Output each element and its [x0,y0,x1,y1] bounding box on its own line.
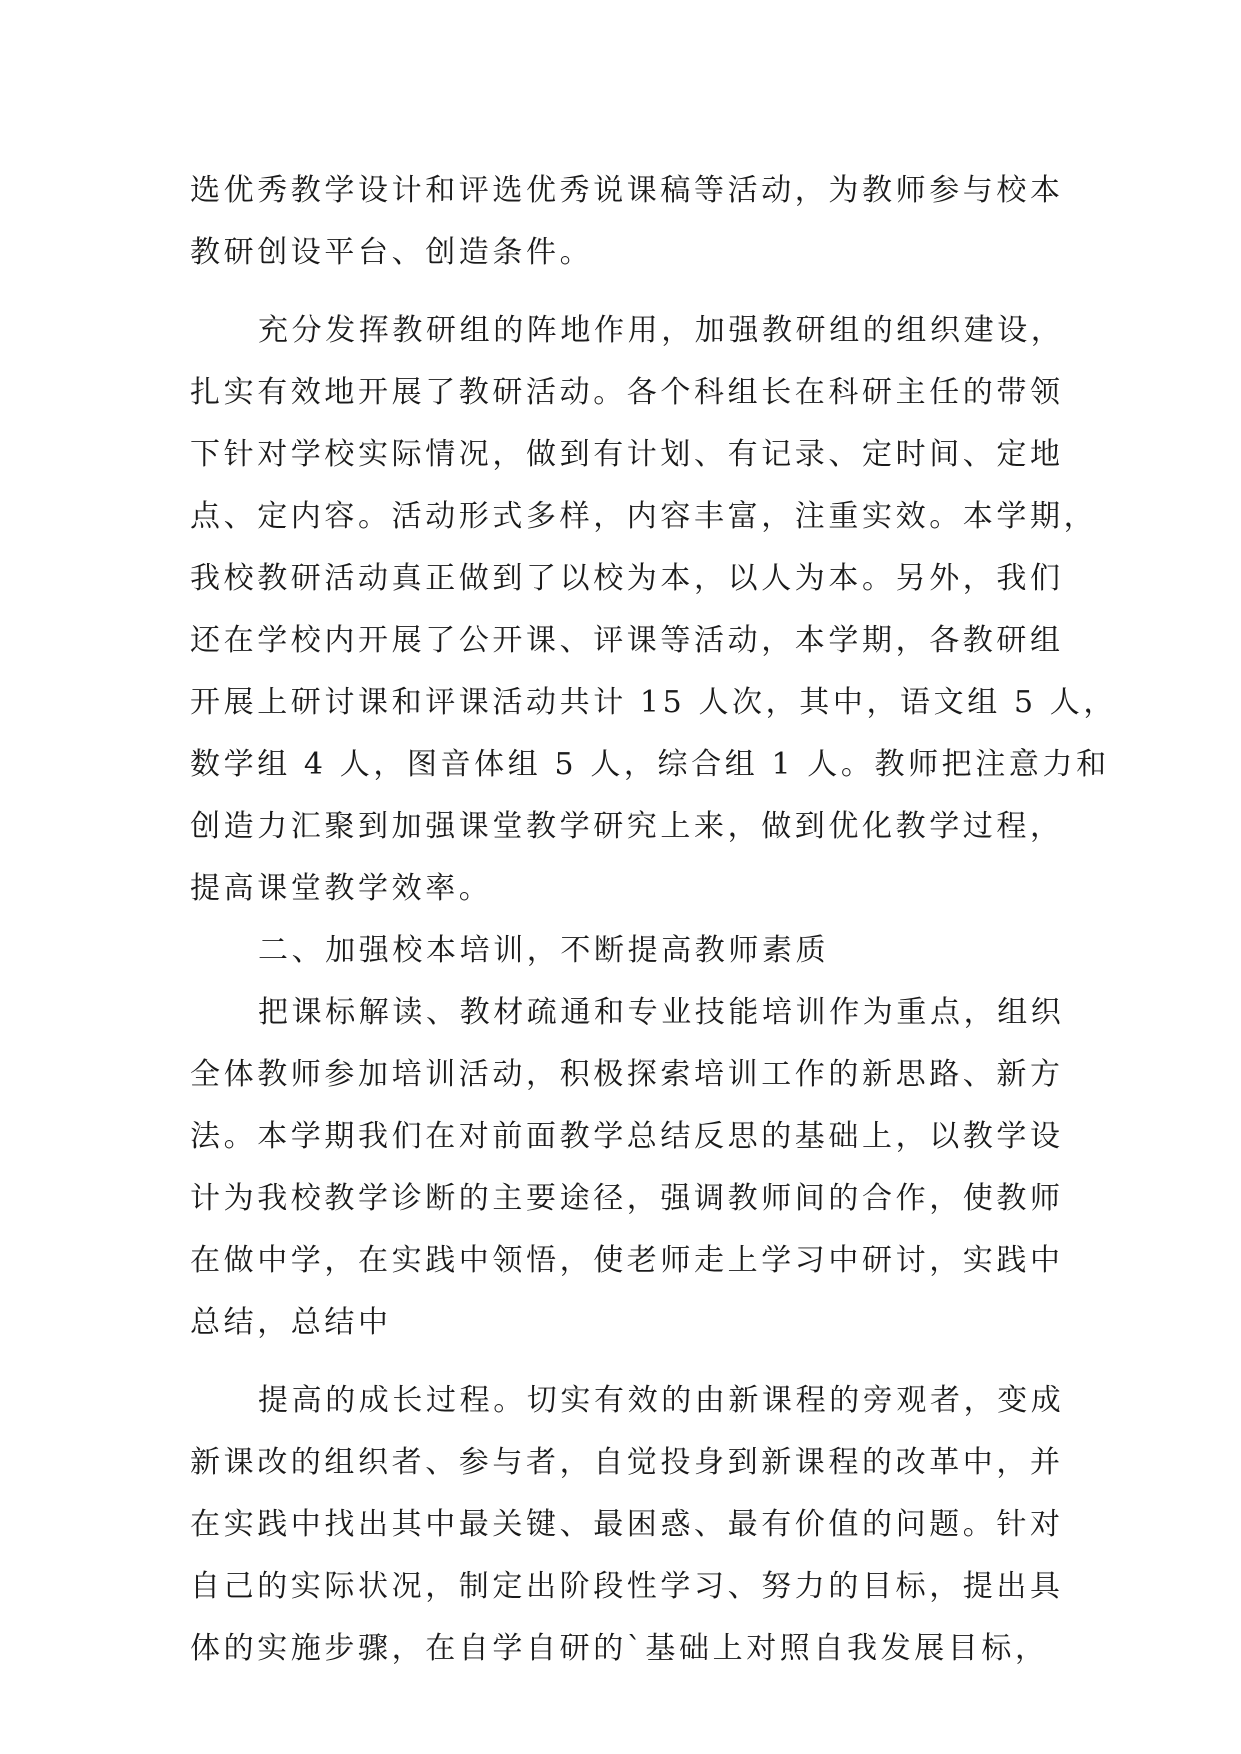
text-line: 自己的实际状况，制定出阶段性学习、努力的目标，提出具 [190,1569,1064,1604]
text-line: 点、定内容。活动形式多样，内容丰富，注重实效。本学期， [190,499,1098,534]
body-text [190,160,1118,1680]
paragraph-4 [190,1370,1070,1680]
text-line: 在做中学，在实践中领悟，使老师走上学习中研讨，实践中 [190,1243,1064,1278]
paragraph-2 [190,300,1118,920]
text-line: 法。本学期我们在对前面教学总结反思的基础上，以教学设 [190,1119,1064,1154]
text-line: 还在学校内开展了公开课、评课等活动，本学期，各教研组 [190,623,1064,658]
text-line: 提高课堂教学效率。 [190,871,493,906]
text-line: 新课改的组织者、参与者，自觉投身到新课程的改革中，并 [190,1445,1064,1480]
text-line: 创造力汇聚到加强课堂教学研究上来，做到优化教学过程， [190,809,1064,844]
text-line: 充分发挥教研组的阵地作用，加强教研组的组织建设， [258,313,1065,348]
text-line: 教研创设平台、创造条件。 [190,235,594,270]
text-line: 下针对学校实际情况，做到有计划、有记录、定时间、定地 [190,437,1064,472]
text-line: 计为我校教学诊断的主要途径，强调教师间的合作，使教师 [190,1181,1064,1216]
text-line: 全体教师参加培训活动，积极探索培训工作的新思路、新方 [190,1057,1064,1092]
text-line: 体的实施步骤，在自学自研的`基础上对照自我发展目标， [190,1631,1049,1666]
text-line: 总结，总结中 [190,1305,392,1340]
text-line: 把课标解读、教材疏通和专业技能培训作为重点，组织 [258,995,1065,1030]
text-line: 选优秀教学设计和评选优秀说课稿等活动，为教师参与校本 [190,173,1064,208]
paragraph-3 [190,982,1070,1354]
text-line: 提高的成长过程。切实有效的由新课程的旁观者，变成 [258,1383,1065,1418]
text-line: 扎实有效地开展了教研活动。各个科组长在科研主任的带领 [190,375,1064,410]
text-line: 在实践中找出其中最关键、最困惑、最有价值的问题。针对 [190,1507,1064,1542]
heading-text: 二、加强校本培训，不断提高教师素质 [258,933,830,968]
text-line: 开展上研讨课和评课活动共计 15 人次，其中，语文组 5 人， [190,685,1118,720]
section-heading [190,920,1070,982]
text-line: 我校教研活动真正做到了以校为本，以人为本。另外，我们 [190,561,1064,596]
text-line: 数学组 4 人，图音体组 5 人，综合组 1 人。教师把注意力和 [190,747,1110,782]
paragraph-1 [190,160,1070,284]
